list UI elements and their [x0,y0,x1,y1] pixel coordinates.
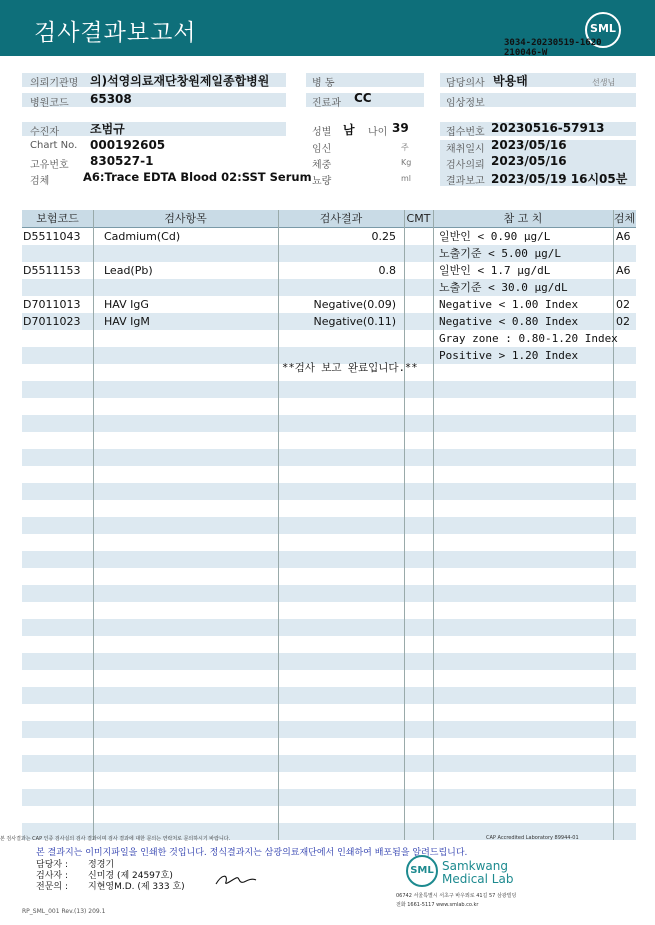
col-header-result: 검사결과 [319,212,363,225]
hospital-code-value: 65308 [90,92,132,106]
signature-image [214,870,258,888]
manager-value: 정경기 [88,860,115,870]
col-divider [278,210,279,840]
col-divider [613,210,614,840]
collect-label: 채취일시 [446,144,485,155]
address: 06742 서울특별시 서초구 바우뫼로 41길 57 삼광빌딩 [396,893,517,899]
brand-line-1: Samkwang [442,859,508,873]
urine-unit: ml [401,174,412,183]
institution-label: 의뢰기관명 [30,78,79,89]
doctor-suffix: 선생님 [592,78,616,87]
doc-id-2: 210046-W [504,48,548,58]
patient-label: 수진자 [30,127,59,138]
reference-range: Gray zone : 0.80-1.20 Index [439,332,618,345]
examiner-value: 신미경 (제 24597호) [88,871,173,881]
reference-range: 노출기준 < 5.00 μg/L [439,247,561,260]
reference-range: 일반인 < 0.90 μg/L [439,230,551,243]
row-stripe [22,755,636,772]
phone: 전화 1661-5117 www.smlab.co.kr [396,902,479,908]
test-result: 0.25 [371,230,396,243]
test-result: Negative(0.11) [313,315,396,328]
sml-footer-logo [406,855,438,887]
col-divider [404,210,405,840]
end-note: **검사 보고 완료입니다.** [282,362,418,374]
page-title: 검사결과보고서 [34,20,197,46]
footer-logo-text: SML [410,865,434,876]
row-stripe [22,415,636,432]
fine-print: 본 검사결과는 CAP 인증 검사실의 검사 결과이며 검사 결과에 대한 문의는 연락처로 문의하시기 바랍니다. [0,836,231,842]
row-stripe [22,483,636,500]
cap-note: CAP Accredited Laboratory 89944-01 [486,835,579,841]
manager-label: 담당자 : [36,860,68,870]
sex-label: 성별 [312,127,332,138]
col-divider [433,210,434,840]
row-stripe [22,789,636,806]
row-stripe [22,585,636,602]
notice-text: 본 결과지는 이미지파일을 인쇄한 것입니다. 정식결과지는 삼광의료재단에서 인쇄하여 배포됨을 알려드립니다. [36,848,468,858]
row-stripe [22,653,636,670]
logo-text: SML [590,22,616,35]
insurance-code: D5511043 [23,230,81,243]
reference-range: Positive > 1.20 Index [439,349,579,362]
insurance-code: D5511153 [23,264,81,277]
dept-value: CC [354,91,372,105]
age-value: 39 [392,121,409,135]
col-header-cmt: CMT [406,212,431,225]
brand-line-2: Medical Lab [442,872,514,886]
specimen-code: 02 [616,298,630,311]
specimen-code: A6 [616,230,631,243]
col-header-code: 보험코드 [36,212,79,225]
test-item: Lead(Pb) [104,264,153,277]
reference-range: Negative < 0.80 Index [439,315,579,328]
dept-label: 진료과 [312,98,341,109]
test-item: Cadmium(Cd) [104,230,181,243]
pregnancy-label: 임신 [312,144,332,155]
examiner-label: 검사자 : [36,871,68,881]
specialist-value: 지현영M.D. (제 333 호) [88,882,185,892]
pregnancy-unit: 주 [401,143,409,152]
reference-range: Negative < 1.00 Index [439,298,579,311]
col-divider [93,210,94,840]
chart-value: 000192605 [90,138,166,152]
band [22,122,286,136]
request-value: 2023/05/16 [491,154,567,168]
test-result: 0.8 [378,264,396,277]
col-header-item: 검사항목 [164,212,207,225]
doc-id-1: 3034-20230519-1620 [504,38,602,48]
row-stripe [22,381,636,398]
insurance-code: D7011023 [23,315,81,328]
test-item: HAV IgG [104,298,149,311]
receipt-value: 20230516-57913 [491,121,605,135]
specimen-label: 검체 [30,176,50,187]
urine-label: 뇨량 [312,176,332,187]
unique-value: 830527-1 [90,154,154,168]
collect-value: 2023/05/16 [491,138,567,152]
age-label: 나이 [368,127,388,138]
form-code: RP_SML_001 Rev.(13) 209.1 [22,908,106,915]
report-value: 2023/05/19 16시05분 [491,172,628,186]
col-header-specimen: 검체 [613,212,636,225]
report-label: 결과보고 [446,176,485,187]
doctor-label: 담당의사 [446,78,485,89]
unique-label: 고유번호 [30,160,69,171]
patient-value: 조범규 [90,122,125,136]
test-result: Negative(0.09) [313,298,396,311]
specimen-code: A6 [616,264,631,277]
institution-value: 의)석영의료재단창원제일종합병원 [90,74,270,88]
row-stripe [22,619,636,636]
hospital-code-label: 병원코드 [30,98,69,109]
specimen-value: A6:Trace EDTA Blood 02:SST Serum [83,170,312,184]
request-label: 검사의뢰 [446,160,485,171]
receipt-label: 접수번호 [446,127,485,138]
col-header-reference: 참 고 치 [503,212,543,225]
ward-label: 병 동 [312,78,335,89]
insurance-code: D7011013 [23,298,81,311]
sex-value: 남 [343,123,355,137]
clinical-label: 임상정보 [446,98,485,109]
reference-range: 일반인 < 1.7 μg/dL [439,264,551,277]
row-stripe [22,449,636,466]
reference-range: 노출기준 < 30.0 μg/dL [439,281,568,294]
test-item: HAV IgM [104,315,150,328]
weight-unit: Kg [401,158,412,167]
row-stripe [22,551,636,568]
row-stripe [22,721,636,738]
chart-label: Chart No. [30,140,78,151]
row-stripe [22,687,636,704]
doctor-value: 박용태 [493,74,528,88]
row-stripe [22,517,636,534]
weight-label: 체중 [312,160,332,171]
specialist-label: 전문의 : [36,882,68,892]
specimen-code: 02 [616,315,630,328]
